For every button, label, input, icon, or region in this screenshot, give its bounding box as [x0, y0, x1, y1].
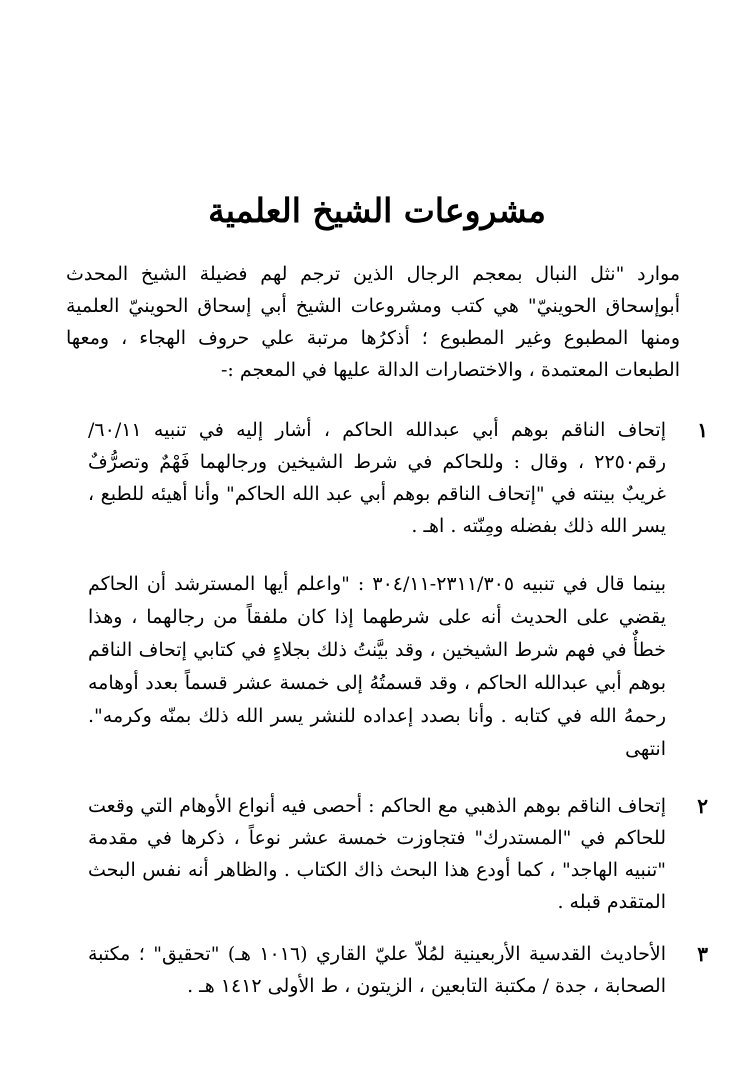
item-number: ٢	[697, 794, 708, 818]
list-item	[88, 790, 708, 918]
item-text: إتحاف الناقم بوهم الذهبي مع الحاكم : أحصى فيه أنواع الأوهام التي وقعت للحاكم في "المستدرك" فتجاوزت خمسة عشر نوعاً ، ذكرها في مقدمة "تنبيه الهاجد" ، كما أودع هذا البحث ذاك الكتاب . والظاهر أنه نفس البحث المتقدم قبله .	[88, 795, 666, 913]
list-item	[88, 414, 708, 542]
item-number: ٣	[697, 942, 708, 966]
item-text: إتحاف الناقم بوهم أبي عبدالله الحاكم ، أشار إليه في تنبيه ٦٠/١١/رقم٢٢٥٠ ، وقال : وللحاكم في شرط الشيخين ورجالهما فَهْمٌ وتصرُّفٌ غريبٌ بينته في "إتحاف الناقم بوهم أبي عبد الله الحاكم" وأنا أهيئه للطبع ، يسر الله ذلك بفضله ومِنّته . اهـ .	[88, 419, 666, 537]
item-number: ١	[697, 418, 708, 442]
list-item	[88, 938, 708, 1002]
intro-paragraph: موارد "نثل النبال بمعجم الرجال الذين ترجم لهم فضيلة الشيخ المحدث أبوإسحاق الحوينيّ" هي كتب ومشروعات الشيخ أبي إسحاق الحوينيّ العلمية ومنها المطبوع وغير المطبوع ؛ أذكرُها مرتبة علي حروف الهجاء ، ومعها الطبعات المعتمدة ، والاختصارات الدالة عليها في المعجم :-	[66, 263, 680, 381]
page-title: مشروعات الشيخ العلمية	[208, 191, 546, 230]
item-text: الأحاديث القدسية الأربعينية لمُلاّ عليّ القاري (١٠١٦ هـ) "تحقيق" ؛ مكتبة الصحابة ، جدة / مكتبة التابعين ، الزيتون ، ط الأولى ١٤١٢ هـ .	[88, 943, 666, 997]
quote-paragraph: بينما قال في تنبيه ٢٣١١/٣٠٥-٣٠٤/١١ : "واعلم أيها المسترشد أن الحاكم يقضي على الحديث أنه على شرطهما إذا كان ملفقاً من رجالهما ، وهذا خطأٌ في فهم شرط الشيخين ، وقد بيَّنتُ ذلك بجلاءٍ في كتابي إتحاف الناقم بوهم أبي عبدالله الحاكم ، وقد قسمتُهُ إلى خمسة عشر قسماً بعدد أوهامه رحمهُ الله في كتابه . وأنا بصدد إعداده للنشر يسر الله ذلك بمنّه وكرمه". انتهى	[88, 573, 667, 760]
